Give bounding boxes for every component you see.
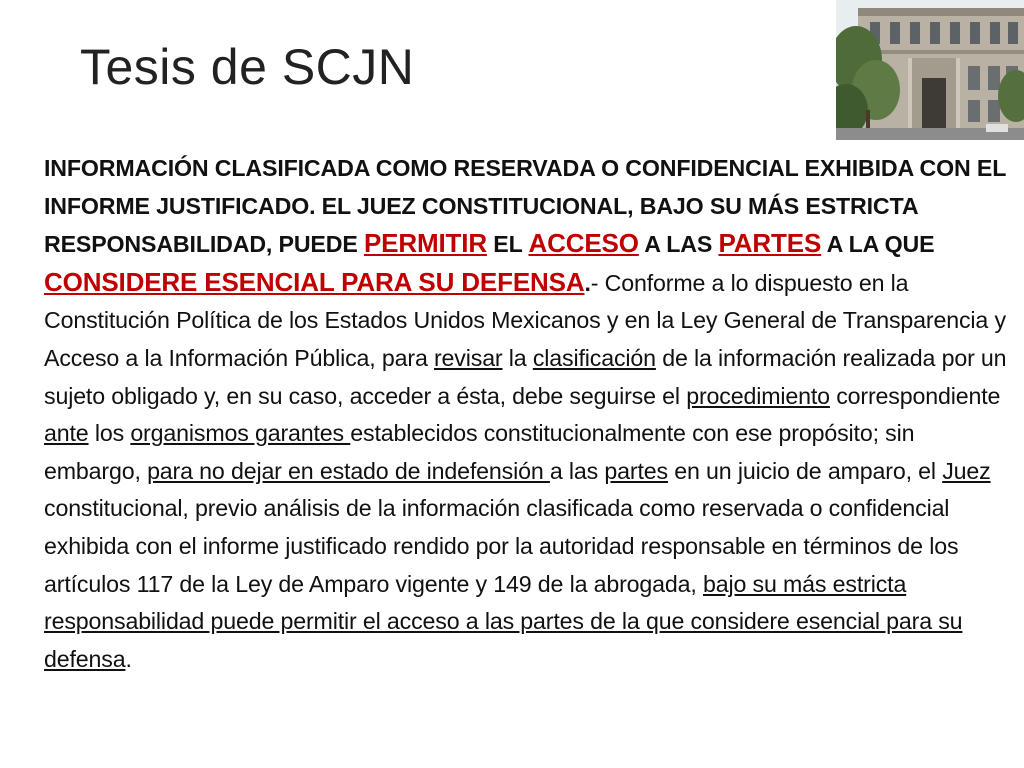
underlined-text: Juez [942, 457, 991, 484]
court-building-image [836, 0, 1024, 140]
body-text: de la información realizada por un sujeto obligado y, en su caso, acceder a ésta, debe seguirse el [44, 344, 1007, 409]
body-text: la [502, 344, 533, 371]
body-text: establecidos constitucionalmente con ese propósito; sin embargo, [44, 420, 915, 484]
keyword-defensa: CONSIDERE ESENCIAL PARA SU DEFENSA [44, 266, 585, 297]
body-text: constitucional, previo análisis de la información clasificada como reservada o confidencial exhibida con el informe justificado rendido por la autoridad responsable en términos de los artículos 117 de la Ley de Amparo vigente y 149 de la abrogada, [44, 495, 959, 597]
underlined-text: partes [604, 457, 668, 484]
slide-title: Tesis de SCJN [80, 39, 415, 95]
body-text: - Conforme a lo dispuesto en la Constitución Política de los Estados Unidos Mexicanos y en la Ley General de Transparencia y Acceso a la Información Pública, para [44, 269, 1006, 371]
underlined-text: para no dejar en estado de indefensión [147, 457, 550, 484]
underlined-text: clasificación [532, 344, 656, 371]
underlined-text: organismos garantes [130, 420, 351, 447]
heading-text: A LA QUE [821, 231, 935, 258]
body-text: en un juicio de amparo, el [667, 457, 943, 484]
body-text: correspondiente [829, 382, 1001, 409]
heading-text: A LAS [638, 231, 719, 258]
heading-text: INFORMACIÓN CLASIFICADA COMO RESERVADA O CONFIDENCIAL EXHIBIDA CON EL INFORME JUSTIFICADO. EL JUEZ CONSTITUCIONAL, BAJO SU MÁS ESTRICTA RESPONSABILIDAD, PUEDE [44, 155, 1006, 258]
court-building-photo [836, 0, 1024, 140]
keyword-partes: PARTES [718, 228, 822, 259]
underlined-text: procedimiento [686, 382, 830, 409]
keyword-permitir: PERMITIR [363, 228, 487, 259]
body-text: . [125, 645, 132, 672]
body-text: a las [549, 457, 605, 484]
thesis-text [44, 150, 1016, 678]
underlined-text: revisar [433, 344, 503, 371]
heading-text: . [584, 269, 591, 296]
heading-text: EL [486, 231, 529, 258]
underlined-text: bajo su más estricta responsabilidad puede permitir el acceso a las partes de la que considere esencial para su defensa [44, 570, 963, 672]
keyword-acceso: ACCESO [528, 228, 639, 259]
underlined-text: ante [44, 420, 89, 447]
body-text: los [88, 420, 131, 447]
